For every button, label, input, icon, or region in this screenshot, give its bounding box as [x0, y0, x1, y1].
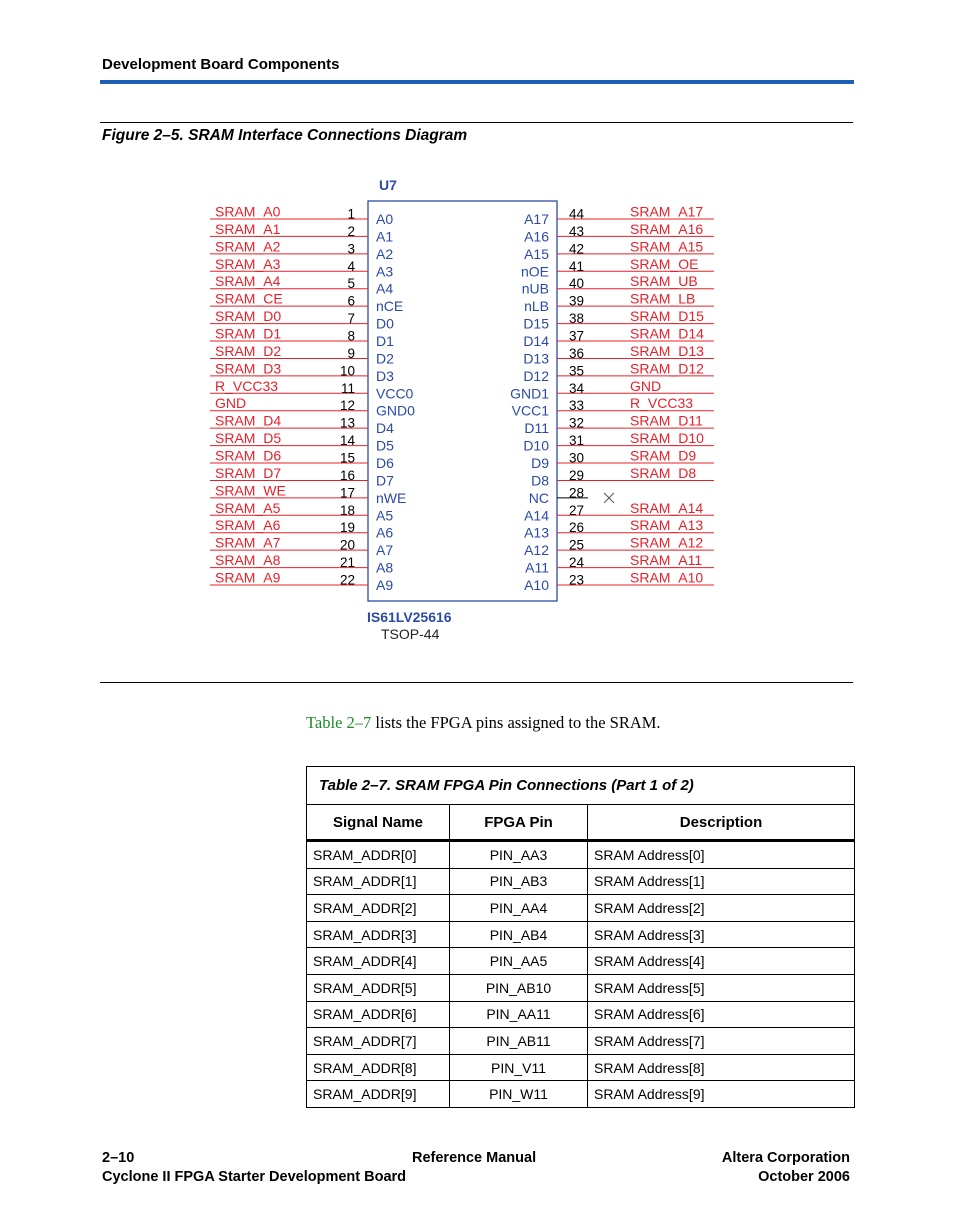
- right-pin-number: 26: [569, 520, 585, 536]
- fpga-pin-cell: PIN_AA11: [450, 1001, 588, 1028]
- signal-name-cell: SRAM_ADDR[4]: [307, 948, 450, 975]
- page-header-title: Development Board Components: [102, 56, 340, 73]
- left-net-label: SRAM_A8: [215, 552, 281, 569]
- right-pin-number: 44: [569, 206, 585, 222]
- right-net-label: R_VCC33: [630, 395, 694, 412]
- left-pin-name: D5: [376, 437, 394, 454]
- right-pin-number: 28: [569, 485, 585, 501]
- left-pin-number: 13: [339, 415, 355, 431]
- fpga-pin-cell: PIN_AB10: [450, 974, 588, 1001]
- description-cell: SRAM Address[0]: [588, 841, 855, 869]
- table-row: [307, 921, 855, 948]
- figure-bottom-rule: [100, 682, 853, 683]
- fpga-pin-cell: PIN_AB11: [450, 1028, 588, 1055]
- right-pin-name: A13: [524, 524, 549, 541]
- chip-package-label: TSOP-44: [381, 626, 440, 642]
- right-pin-name: A14: [524, 507, 549, 524]
- right-pin-name: GND1: [510, 385, 549, 402]
- table-row: [307, 1081, 855, 1108]
- left-pin-name: A9: [376, 577, 394, 594]
- left-net-label: SRAM_CE: [215, 290, 283, 307]
- right-pin-name: D15: [523, 315, 549, 332]
- right-pin-name: D11: [524, 420, 549, 437]
- right-pin-number: 24: [569, 555, 585, 571]
- right-pin-number: 23: [569, 572, 585, 588]
- left-pin-name: A6: [376, 524, 394, 541]
- left-net-label: SRAM_D2: [215, 342, 282, 359]
- chip-part-label: IS61LV25616: [367, 609, 452, 625]
- right-net-label: GND: [630, 377, 662, 394]
- signal-name-cell: SRAM_ADDR[5]: [307, 974, 450, 1001]
- right-pin-number: 27: [569, 502, 585, 518]
- chip-ref-label: U7: [379, 177, 397, 193]
- fpga-pin-cell: PIN_V11: [450, 1054, 588, 1081]
- right-net-label: SRAM_A14: [630, 499, 704, 516]
- left-net-label: GND: [215, 395, 247, 412]
- description-cell: SRAM Address[5]: [588, 974, 855, 1001]
- left-pin-name: D3: [376, 367, 394, 384]
- signal-name-cell: SRAM_ADDR[9]: [307, 1081, 450, 1108]
- right-pin-name: D9: [531, 455, 549, 472]
- left-pin-name: A7: [376, 542, 394, 559]
- fpga-pin-cell: PIN_AA3: [450, 841, 588, 869]
- table-row: [307, 895, 855, 922]
- right-net-label: SRAM_D12: [630, 360, 704, 377]
- right-net-label: SRAM_D14: [630, 325, 704, 342]
- right-pin-name: A10: [524, 577, 549, 594]
- left-net-label: SRAM_A5: [215, 499, 281, 516]
- right-pin-number: 36: [569, 345, 585, 361]
- right-pin-name: nOE: [520, 263, 549, 280]
- description-cell: SRAM Address[7]: [588, 1028, 855, 1055]
- left-pin-number: 10: [339, 363, 355, 379]
- left-pin-name: D1: [376, 333, 394, 350]
- right-pin-name: A15: [524, 245, 549, 262]
- left-pin-name: A8: [376, 559, 394, 576]
- left-pin-name: A4: [376, 280, 394, 297]
- right-net-label: SRAM_D10: [630, 430, 704, 447]
- table-row: [307, 868, 855, 895]
- right-pin-name: D14: [523, 333, 549, 350]
- left-pin-name: D4: [376, 420, 394, 437]
- right-net-label: SRAM_UB: [630, 273, 698, 290]
- left-net-label: SRAM_A1: [215, 220, 281, 237]
- left-pin-number: 19: [339, 520, 355, 536]
- sram-pin-table: [306, 766, 855, 1108]
- right-net-label: SRAM_D9: [630, 447, 697, 464]
- right-pin-number: 33: [569, 398, 585, 414]
- left-net-label: SRAM_D0: [215, 308, 282, 325]
- right-pin-name: NC: [528, 489, 549, 506]
- left-net-label: SRAM_A4: [215, 273, 281, 290]
- table-caption: Table 2–7. SRAM FPGA Pin Connections (Part 1 of 2): [307, 767, 855, 805]
- left-pin-name: D2: [376, 350, 394, 367]
- left-net-label: SRAM_A3: [215, 255, 281, 272]
- description-cell: SRAM Address[4]: [588, 948, 855, 975]
- signal-name-cell: SRAM_ADDR[3]: [307, 921, 450, 948]
- left-pin-number: 14: [339, 433, 355, 449]
- footer-date: October 2006: [758, 1169, 850, 1185]
- right-pin-name: nUB: [521, 280, 549, 297]
- right-net-label: SRAM_D13: [630, 342, 704, 359]
- col-header-description: Description: [588, 805, 855, 841]
- fpga-pin-cell: PIN_AA4: [450, 895, 588, 922]
- right-pin-name: D8: [531, 472, 549, 489]
- right-pin-name: A11: [525, 559, 549, 576]
- left-pin-number: 20: [339, 537, 355, 553]
- description-cell: SRAM Address[2]: [588, 895, 855, 922]
- right-net-label: SRAM_D15: [630, 308, 704, 325]
- table-row: [307, 841, 855, 869]
- left-net-label: R_VCC33: [215, 377, 279, 394]
- left-pin-number: 6: [347, 293, 355, 309]
- description-cell: SRAM Address[3]: [588, 921, 855, 948]
- right-pin-number: 37: [569, 328, 585, 344]
- right-pin-name: nLB: [524, 298, 549, 315]
- signal-name-cell: SRAM_ADDR[0]: [307, 841, 450, 869]
- fpga-pin-cell: PIN_W11: [450, 1081, 588, 1108]
- left-net-label: SRAM_D3: [215, 360, 282, 377]
- left-pin-name: D7: [376, 472, 394, 489]
- left-net-label: SRAM_A9: [215, 569, 281, 586]
- right-pin-number: 41: [569, 258, 585, 274]
- table-body: [307, 841, 855, 1108]
- left-pin-name: D0: [376, 315, 394, 332]
- left-net-label: SRAM_D7: [215, 464, 282, 481]
- left-pin-number: 7: [347, 311, 355, 327]
- left-net-label: SRAM_A0: [215, 203, 281, 220]
- left-pin-number: 8: [347, 328, 355, 344]
- left-pin-number: 16: [339, 467, 355, 483]
- right-net-label: SRAM_A10: [630, 569, 704, 586]
- right-pin-number: 39: [569, 293, 585, 309]
- left-pin-number: 3: [347, 241, 355, 257]
- table-row: [307, 974, 855, 1001]
- right-pin-number: 32: [569, 415, 585, 431]
- left-net-label: SRAM_A7: [215, 534, 281, 551]
- left-pin-name: GND0: [376, 402, 415, 419]
- left-pin-name: A0: [376, 211, 394, 227]
- table-reference-link[interactable]: Table 2–7: [306, 713, 372, 732]
- right-pin-number: 31: [569, 433, 585, 449]
- right-pin-number: 34: [569, 380, 585, 396]
- left-pin-number: 18: [339, 502, 355, 518]
- right-net-label: SRAM_LB: [630, 290, 696, 307]
- right-net-label: SRAM_D8: [630, 464, 697, 481]
- right-net-label: SRAM_A16: [630, 220, 704, 237]
- left-net-label: SRAM_D6: [215, 447, 282, 464]
- left-pin-number: 2: [347, 223, 355, 239]
- fpga-pin-cell: PIN_AA5: [450, 948, 588, 975]
- right-pin-number: 40: [569, 276, 585, 292]
- left-net-label: SRAM_A2: [215, 238, 281, 255]
- lead-paragraph: [306, 713, 661, 733]
- right-net-label: SRAM_A11: [630, 552, 703, 569]
- right-pin-number: 38: [569, 311, 585, 327]
- right-pin-name: D12: [523, 367, 549, 384]
- footer-company: Altera Corporation: [721, 1150, 850, 1166]
- right-pin-number: 29: [569, 467, 585, 483]
- left-pin-number: 1: [347, 206, 355, 222]
- description-cell: SRAM Address[6]: [588, 1001, 855, 1028]
- right-net-label: SRAM_OE: [630, 255, 699, 272]
- description-cell: SRAM Address[1]: [588, 868, 855, 895]
- footer-board-name: Cyclone II FPGA Starter Development Board: [102, 1169, 407, 1185]
- right-net-label: SRAM_A15: [630, 238, 704, 255]
- right-pin-number: 30: [569, 450, 585, 466]
- right-net-label: SRAM_A13: [630, 517, 704, 534]
- lead-text: lists the FPGA pins assigned to the SRAM.: [371, 713, 661, 732]
- right-pin-name: A12: [524, 542, 549, 559]
- signal-name-cell: SRAM_ADDR[2]: [307, 895, 450, 922]
- right-net-label: SRAM_A17: [630, 203, 704, 220]
- col-header-signal-name: Signal Name: [307, 805, 450, 841]
- left-pin-name: nCE: [376, 298, 404, 315]
- right-pin-name: D10: [523, 437, 549, 454]
- left-net-label: SRAM_D5: [215, 430, 282, 447]
- right-pin-number: 35: [569, 363, 585, 379]
- left-pin-name: VCC0: [376, 385, 414, 402]
- figure-caption: Figure 2–5. SRAM Interface Connections Diagram: [102, 127, 468, 144]
- signal-name-cell: SRAM_ADDR[6]: [307, 1001, 450, 1028]
- table-row: [307, 1054, 855, 1081]
- right-pin-name: VCC1: [511, 402, 549, 419]
- left-net-label: SRAM_A6: [215, 517, 281, 534]
- left-pin-number: 4: [347, 258, 355, 274]
- col-header-fpga-pin: FPGA Pin: [450, 805, 588, 841]
- left-net-label: SRAM_WE: [215, 482, 286, 499]
- left-pin-name: D6: [376, 455, 394, 472]
- left-pin-name: A2: [376, 245, 394, 262]
- left-pin-number: 21: [339, 555, 355, 571]
- right-pin-name: A16: [524, 228, 549, 245]
- right-pin-name: A17: [524, 211, 549, 227]
- left-pin-name: nWE: [376, 489, 407, 506]
- right-net-label: SRAM_D11: [630, 412, 703, 429]
- description-cell: SRAM Address[9]: [588, 1081, 855, 1108]
- fpga-pin-cell: PIN_AB4: [450, 921, 588, 948]
- table-row: [307, 1028, 855, 1055]
- left-pin-name: A3: [376, 263, 394, 280]
- right-net-label: SRAM_A12: [630, 534, 704, 551]
- left-pin-number: 22: [339, 572, 355, 588]
- left-net-label: SRAM_D4: [215, 412, 282, 429]
- left-pin-number: 12: [339, 398, 355, 414]
- table-row: [307, 1001, 855, 1028]
- signal-name-cell: SRAM_ADDR[7]: [307, 1028, 450, 1055]
- footer-page-number: 2–10: [102, 1150, 135, 1166]
- left-pin-number: 9: [347, 345, 355, 361]
- left-pin-number: 11: [340, 380, 355, 396]
- left-pin-name: A5: [376, 507, 394, 524]
- right-pin-number: 42: [569, 241, 585, 257]
- no-connect-x-icon: [604, 493, 614, 503]
- left-net-label: SRAM_D1: [215, 325, 282, 342]
- signal-name-cell: SRAM_ADDR[1]: [307, 868, 450, 895]
- left-pin-name: A1: [376, 228, 394, 245]
- left-pin-number: 15: [339, 450, 355, 466]
- signal-name-cell: SRAM_ADDR[8]: [307, 1054, 450, 1081]
- right-pin-number: 43: [569, 223, 585, 239]
- left-pin-number: 5: [347, 276, 355, 292]
- right-pin-name: D13: [523, 350, 549, 367]
- left-pin-number: 17: [339, 485, 355, 501]
- description-cell: SRAM Address[8]: [588, 1054, 855, 1081]
- fpga-pin-cell: PIN_AB3: [450, 868, 588, 895]
- right-pin-number: 25: [569, 537, 585, 553]
- footer-doc-type: Reference Manual: [412, 1150, 537, 1166]
- table-row: [307, 948, 855, 975]
